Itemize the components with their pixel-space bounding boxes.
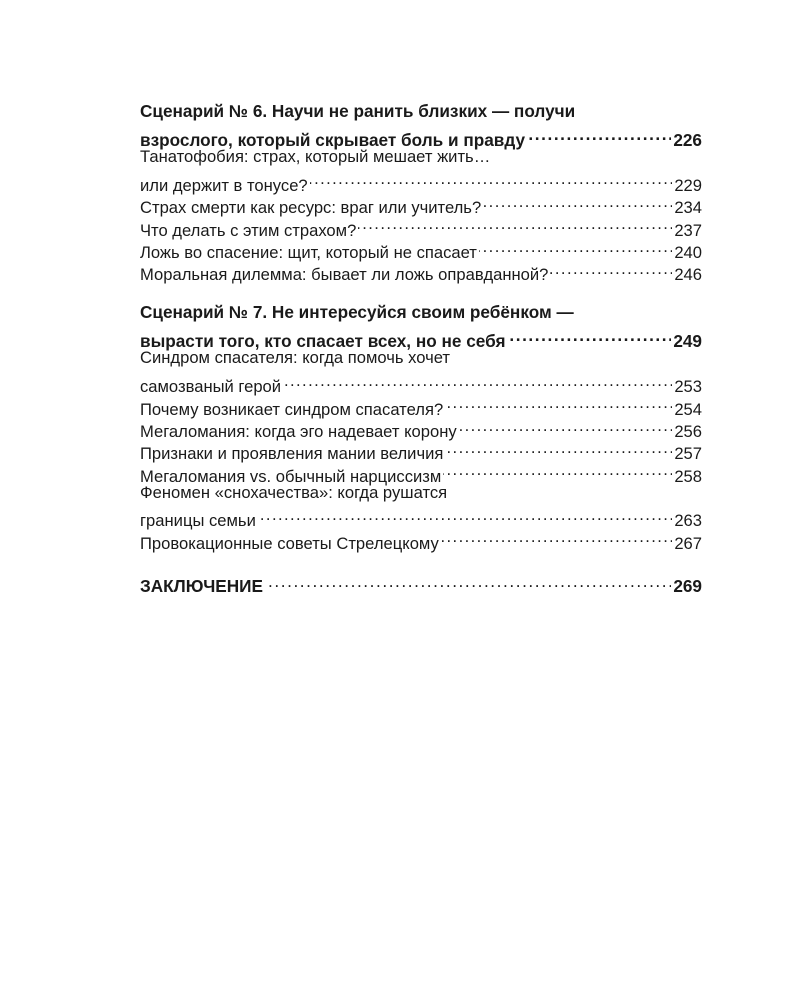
- entry-text: Страх смерти как ресурс: враг или учитель?: [140, 198, 482, 218]
- entry-text: Провокационные советы Стрелецкому: [140, 533, 439, 553]
- page-number: 254: [674, 399, 702, 419]
- page-number: 237: [674, 220, 702, 240]
- page-number: 263: [674, 511, 702, 531]
- heading-line: [140, 100, 702, 123]
- dot-leader: [358, 213, 672, 235]
- dot-leader: [441, 526, 672, 548]
- entry-text: Почему возникает синдром спасателя?: [140, 399, 444, 419]
- entry-text: Синдром спасателя: когда помочь хочет: [140, 348, 451, 368]
- page-number: 246: [674, 265, 702, 285]
- dot-leader: [445, 392, 672, 414]
- table-of-contents: [140, 100, 702, 613]
- entry-text: Мегаломания vs. обычный нарциссизм: [140, 466, 442, 486]
- heading-text: взрослого, который скрывает боль и правду: [140, 130, 525, 150]
- entry-text: Мегаломания: когда эго надевает корону: [140, 421, 457, 441]
- toc-section-7: [140, 301, 702, 553]
- page-number: 240: [674, 242, 702, 262]
- toc-entry[interactable]: [140, 347, 702, 397]
- page-number: 269: [673, 576, 702, 597]
- entry-text: границы семьи: [140, 511, 256, 531]
- dot-leader: [265, 570, 671, 592]
- dot-leader: [258, 504, 672, 526]
- toc-conclusion[interactable]: [140, 570, 702, 597]
- entry-text: Что делать с этим страхом?: [140, 220, 357, 240]
- page-number: 257: [674, 444, 702, 464]
- dot-leader: [445, 437, 672, 459]
- entry-text: Феномен «снохачества»: когда рушатся: [140, 482, 448, 502]
- dot-leader: [479, 236, 672, 258]
- heading-text: Сценарий № 7. Не интересуйся своим ребёнком —: [140, 302, 574, 323]
- heading-text: Сценарий № 6. Научи не ранить близких — получи: [140, 101, 576, 121]
- dot-leader: [459, 415, 673, 437]
- heading-line: [140, 301, 702, 324]
- page-number: 256: [674, 421, 702, 441]
- entry-text: Ложь во спасение: щит, который не спасает: [140, 242, 477, 262]
- page-number: 234: [674, 198, 702, 218]
- page-number: 253: [674, 377, 702, 397]
- dot-leader: [283, 370, 672, 392]
- dot-leader: [550, 258, 672, 280]
- page-number: 267: [674, 533, 702, 553]
- conclusion-text: ЗАКЛЮЧЕНИЕ: [140, 576, 263, 597]
- page-number: 226: [673, 130, 702, 150]
- heading-line: [140, 324, 702, 352]
- entry-line: [140, 168, 702, 195]
- heading-line: [140, 123, 702, 150]
- entry-text: или держит в тонусе?: [140, 175, 308, 195]
- entry-text: Признаки и проявления мании величия: [140, 444, 444, 464]
- page-number: 229: [674, 175, 702, 195]
- entry-line: [140, 146, 702, 168]
- entry-text: самозваный герой: [140, 377, 282, 397]
- heading-text: вырасти того, кто спасает всех, но не себя: [140, 331, 506, 352]
- page-number: 249: [673, 331, 702, 352]
- section-6-heading[interactable]: [140, 100, 702, 150]
- entry-line: [140, 482, 702, 504]
- entry-line: [140, 370, 702, 397]
- conclusion-line: [140, 570, 702, 597]
- toc-entry[interactable]: [140, 146, 702, 195]
- toc-entry[interactable]: [140, 482, 702, 531]
- entry-line: [140, 347, 702, 369]
- dot-leader: [483, 191, 672, 213]
- entry-text: Танатофобия: страх, который мешает жить…: [140, 147, 491, 166]
- dot-leader: [508, 324, 672, 347]
- entry-text: Моральная дилемма: бывает ли ложь оправданной?: [140, 265, 549, 285]
- dot-leader: [310, 168, 673, 190]
- entry-line: [140, 504, 702, 531]
- toc-section-6: [140, 100, 702, 285]
- dot-leader: [527, 123, 671, 146]
- dot-leader: [443, 459, 672, 481]
- section-7-heading[interactable]: [140, 301, 702, 352]
- page-number: 258: [674, 466, 702, 486]
